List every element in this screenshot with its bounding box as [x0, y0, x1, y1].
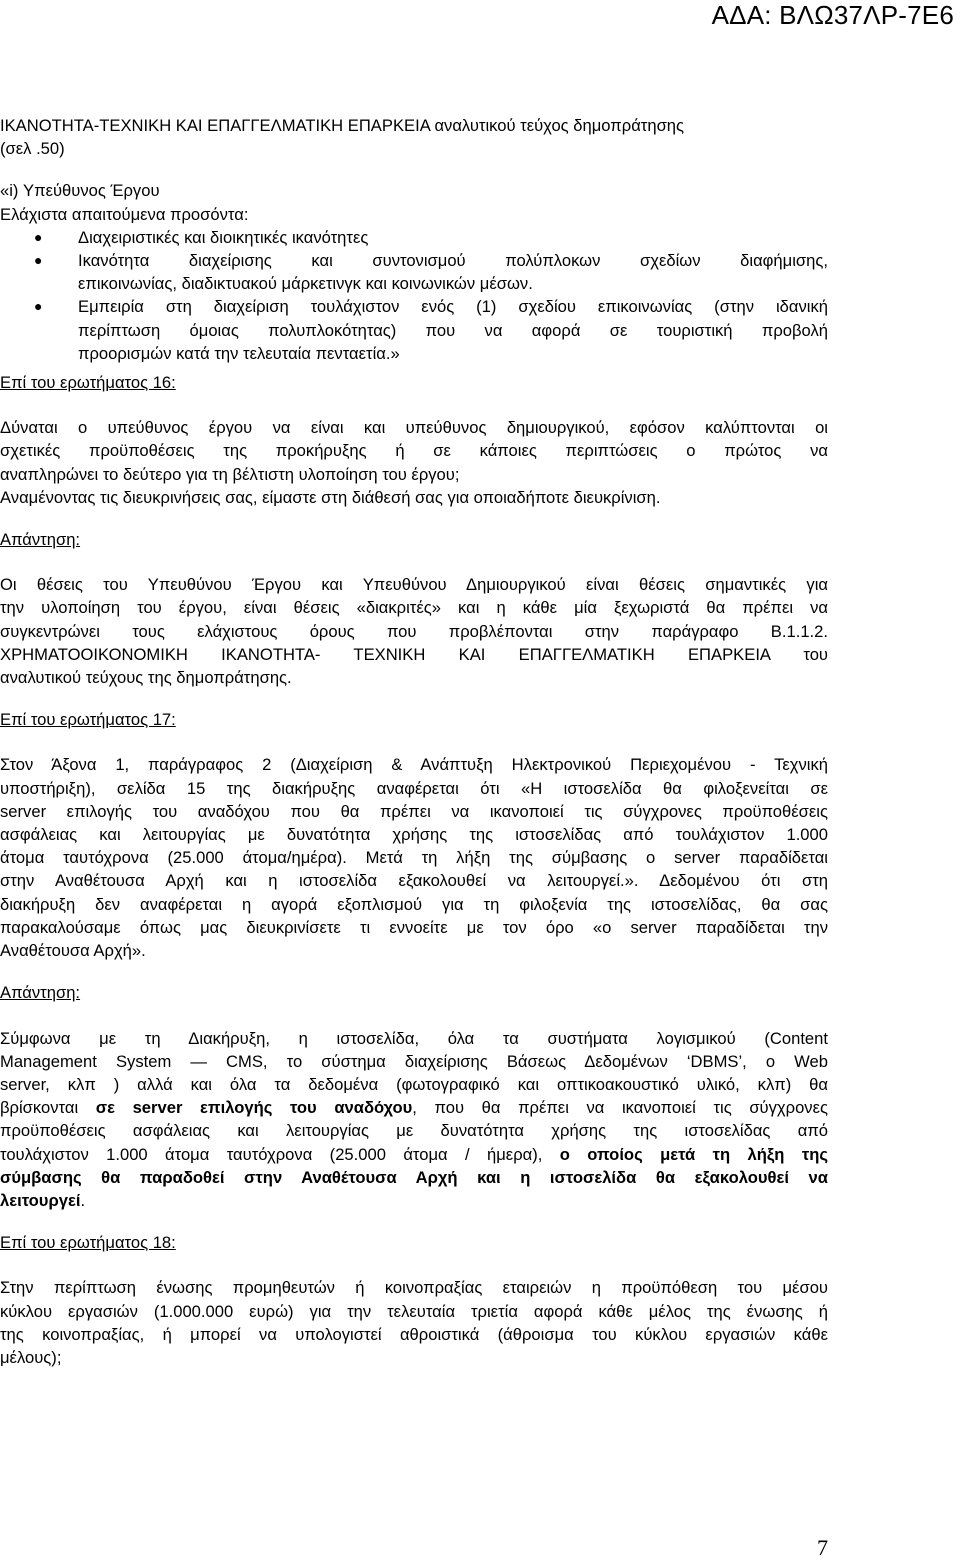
text-line: σχετικές προϋποθέσεις της προκήρυξης ή σε κάποιες περιπτώσεις ο πρώτος να — [0, 441, 828, 461]
text-line: προϋποθέσεις ασφάλειας και λειτουργίας με δυνατότητα χρήσης της ιστοσελίδας από — [0, 1121, 828, 1141]
text-line: Δύναται ο υπεύθυνος έργου να είναι και υπεύθυνος δημιουργικού, εφόσον καλύπτονται οι — [0, 418, 828, 438]
text-line: Management System — CMS, το σύστημα διαχείρισης Βάσεως Δεδομένων ‘DBMS’, ο Web — [0, 1051, 828, 1071]
text-run: . — [80, 1190, 86, 1210]
list-item — [0, 249, 828, 295]
text-line: υποστήριξη), σελίδα 15 της διακήρυξης αναφέρεται ότι «Η ιστοσελίδα θα φιλοξενείται σε — [0, 778, 828, 798]
bullet-icon: ● — [34, 298, 43, 315]
text-line: «i) Υπεύθυνος Έργου — [0, 181, 160, 201]
text-line: άτομα ταυτόχρονα (25.000 άτομα/ημέρα). Μετά τη λήξη της σύμβασης ο server παραδίδεται — [0, 848, 828, 868]
text-line: Στον Άξονα 1, παράγραφος 2 (Διαχείριση & Ανάπτυξη Ηλεκτρονικού Περιεχομένου - Τεχνική — [0, 755, 828, 775]
text-line: μέλους); — [0, 1347, 62, 1367]
text-line: server επιλογής του αναδόχου που θα πρέπει να ικανοποιεί τις σύγχρονες προϋποθέσεις — [0, 801, 828, 821]
requirements-list — [0, 226, 828, 365]
text-line: κύκλου εργασιών (1.000.000 ευρώ) για την τελευταία τριετία αφορά κάθε μέλος της ένωσης ή — [0, 1301, 828, 1321]
text-run: τουλάχιστον 1.000 άτομα ταυτόχρονα (25.000 άτομα / ήμερα), — [0, 1144, 560, 1164]
text-line: Αναμένοντας τις διευκρινήσεις σας, είμαστε στη διάθεσή σας για οποιαδήποτε διευκρίνιση. — [0, 487, 661, 507]
text-line: προορισμών κατά την τελευταία πενταετία.» — [78, 343, 400, 363]
text-line: περίπτωση όμοιας πολυπλοκότητας) που να αφορά σε τουριστική προβολή — [78, 320, 828, 340]
ada-code: ΑΔΑ: ΒΛΩ37ΛΡ-7Ε6 — [711, 0, 954, 30]
text-line: παρακαλούσαμε όπως μας διευκρινίσετε τι εννοείτε με τον όρο «ο server παραδίδεται την — [0, 917, 828, 937]
text-line: Αναθέτουσα Αρχή». — [0, 941, 146, 961]
text-line: την υλοποίηση του έργου, είναι θέσεις «διακριτές» και η κάθε μία ξεχωριστά θα πρέπει να — [0, 598, 828, 618]
text-line: Διαχειριστικές και διοικητικές ικανότητες — [78, 227, 369, 247]
list-item — [0, 226, 828, 249]
bold-text: λειτουργεί — [0, 1190, 81, 1210]
answer-label: Απάντηση: — [0, 530, 81, 550]
bullet-icon: ● — [34, 228, 43, 245]
text-line: ασφάλειας και λειτουργίας με δυνατότητα χρήσης της ιστοσελίδας από τουλάχιστον 1.000 — [0, 825, 828, 845]
text-line: συγκεντρώνει τους ελάχιστους όρους που προβλέπονται στην παράγραφο Β.1.1.2. — [0, 621, 828, 641]
text-line: Ελάχιστα απαιτούμενα προσόντα: — [0, 204, 249, 224]
bullet-icon: ● — [34, 252, 43, 269]
answer-label: Απάντηση: — [0, 983, 81, 1003]
text-line: διακήρυξη δεν αναφέρεται η αγορά εξοπλισμού για τη φιλοξενία της ιστοσελίδας, θα σας — [0, 894, 828, 914]
text-line: (σελ .50) — [0, 139, 65, 159]
text-line: της κοινοπραξίας, ή μπορεί να υπολογιστεί αθροιστικά (άθροισμα του κύκλου εργασιών κάθε — [0, 1324, 828, 1344]
list-item — [0, 295, 828, 365]
text-line: αναπληρώνει το δεύτερο για τη βέλτιστη υλοποίηση του έργου; — [0, 464, 460, 484]
section-heading: Επί του ερωτήματος 17: — [0, 710, 176, 730]
text-line: Εμπειρία στη διαχείριση τουλάχιστον ενός (1) σχεδίου επικοινωνίας (στην ιδανική — [78, 297, 828, 317]
text-line: ΙΚΑΝΟΤΗΤΑ-ΤΕΧΝΙΚΗ ΚΑΙ ΕΠΑΓΓΕΛΜΑΤΙΚΗ ΕΠΑΡΚΕΙΑ αναλυτικού τεύχος δημοπράτησης — [0, 116, 685, 135]
text-line: Στην περίπτωση ένωσης προμηθευτών ή κοινοπραξίας εταιρειών η προϋπόθεση του μέσου — [0, 1278, 828, 1298]
text-line — [0, 1189, 828, 1212]
text-run: βρίσκονται — [0, 1098, 96, 1118]
bold-text: σύμβασης θα παραδοθεί στην Αναθέτουσα Αρχή και η ιστοσελίδα θα εξακολουθεί να — [0, 1167, 828, 1187]
section-heading: Επί του ερωτήματος 16: — [0, 373, 176, 393]
section-heading: Επί του ερωτήματος 18: — [0, 1233, 176, 1253]
text-run: , που θα πρέπει να ικανοποιεί τις σύγχρονες — [412, 1098, 828, 1118]
text-line: server, κλπ ) αλλά και όλα τα δεδομένα (φωτογραφικό και οπτικοακουστικό υλικό, κλπ) θα — [0, 1074, 828, 1094]
text-line — [0, 1143, 828, 1166]
bold-text: σε server επιλογής του αναδόχου — [95, 1098, 413, 1118]
document-body — [0, 114, 828, 1369]
text-line: Οι θέσεις του Υπευθύνου Έργου και Υπευθύνου Δημιουργικού είναι θέσεις σημαντικές για — [0, 575, 828, 595]
text-line: στην Αναθέτουσα Αρχή και η ιστοσελίδα εξακολουθεί να λειτουργεί.». Δεδομένου ότι στη — [0, 871, 828, 891]
text-line: ΧΡΗΜΑΤΟΟΙΚΟΝΟΜΙΚΗ ΙΚΑΝΟΤΗΤΑ- ΤΕΧΝΙΚΗ ΚΑΙ ΕΠΑΓΓΕΛΜΑΤΙΚΗ ΕΠΑΡΚΕΙΑ του — [0, 644, 828, 664]
text-line: επικοινωνίας, διαδικτυακού μάρκετινγκ και κοινωνικών μέσων. — [78, 274, 533, 294]
text-line: Ικανότητα διαχείρισης και συντονισμού πολύπλοκων σχεδίων διαφήμισης, — [78, 251, 828, 271]
text-line: Σύμφωνα με τη Διακήρυξη, η ιστοσελίδα, όλα τα συστήματα λογισμικού (Content — [0, 1028, 828, 1048]
page-number: 7 — [817, 1535, 828, 1560]
bold-text: ο οποίος μετά τη λήξη της — [559, 1144, 828, 1164]
text-line: αναλυτικού τεύχους της δημοπράτησης. — [0, 668, 292, 688]
text-line — [0, 1096, 828, 1119]
